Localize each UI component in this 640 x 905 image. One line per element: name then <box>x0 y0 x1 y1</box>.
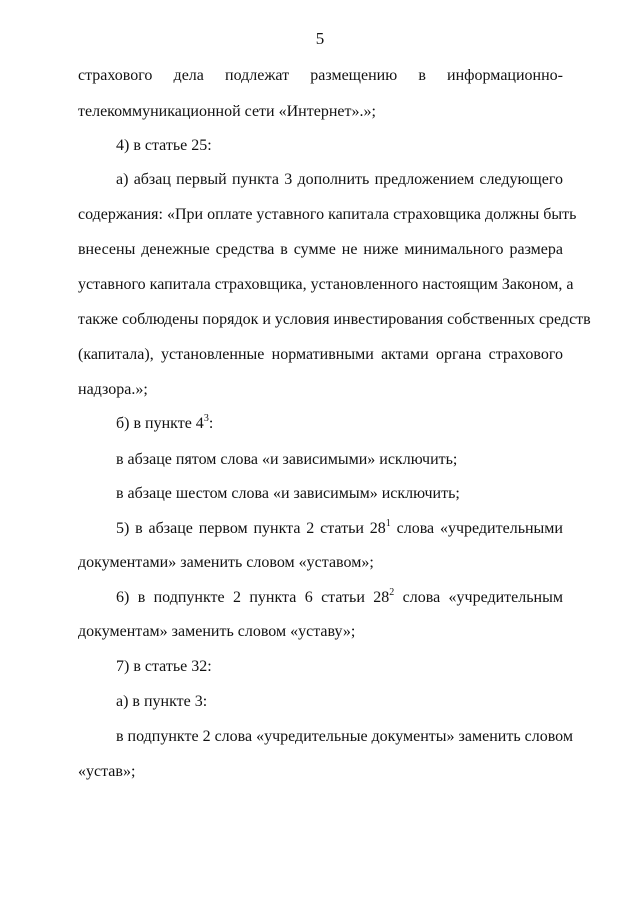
text-line-16 <box>116 588 563 608</box>
text-line-16-a: 6) в подпункте 2 пункта 6 статьи 28 <box>116 589 390 606</box>
text-line-11 <box>116 414 563 434</box>
text-line-18: 7) в статье 32: <box>116 658 212 675</box>
text-line-5: содержания: «При оплате уставного капитала страховщика должны быть <box>78 206 577 223</box>
text-line-11-end: : <box>208 415 214 432</box>
text-line-16-b: слова «учредительным <box>394 589 563 606</box>
text-line-8: также соблюдены порядок и условия инвестирования собственных средств <box>78 311 591 328</box>
text-line-21: «устав»; <box>78 763 136 780</box>
text-line-14-a: 5) в абзаце первом пункта 2 статьи 28 <box>116 520 386 537</box>
text-line-14 <box>116 519 563 539</box>
text-line-19: а) в пункте 3: <box>116 693 208 710</box>
page-number: 5 <box>315 29 325 48</box>
text-line-6: внесены денежные средства в сумме не ниже минимального размера <box>78 241 563 258</box>
text-line-10: надзора.»; <box>78 381 148 398</box>
superscript: 1 <box>385 518 391 529</box>
text-line-2: телекоммуникационной сети «Интернет».»; <box>78 103 376 120</box>
text-line-4: а) абзац первый пункта 3 дополнить предложением следующего <box>116 171 563 188</box>
text-line-14-b: слова «учредительными <box>390 520 563 537</box>
text-line-15: документами» заменить словом «уставом»; <box>78 554 374 571</box>
superscript: 3 <box>203 413 209 424</box>
text-line-11-main: б) в пункте 4 <box>116 415 204 432</box>
text-line-17: документам» заменить словом «уставу»; <box>78 623 356 640</box>
text-line-13: в абзаце шестом слова «и зависимым» исключить; <box>116 485 460 502</box>
text-line-3: 4) в статье 25: <box>116 137 212 154</box>
text-line-7: уставного капитала страховщика, установленного настоящим Законом, а <box>78 276 574 293</box>
text-line-9: (капитала), установленные нормативными актами органа страхового <box>78 346 563 363</box>
superscript: 2 <box>389 587 395 598</box>
text-line-20: в подпункте 2 слова «учредительные документы» заменить словом <box>116 728 573 745</box>
text-line-1: страхового дела подлежат размещению в информационно- <box>78 67 563 84</box>
text-line-12: в абзаце пятом слова «и зависимыми» исключить; <box>116 451 458 468</box>
